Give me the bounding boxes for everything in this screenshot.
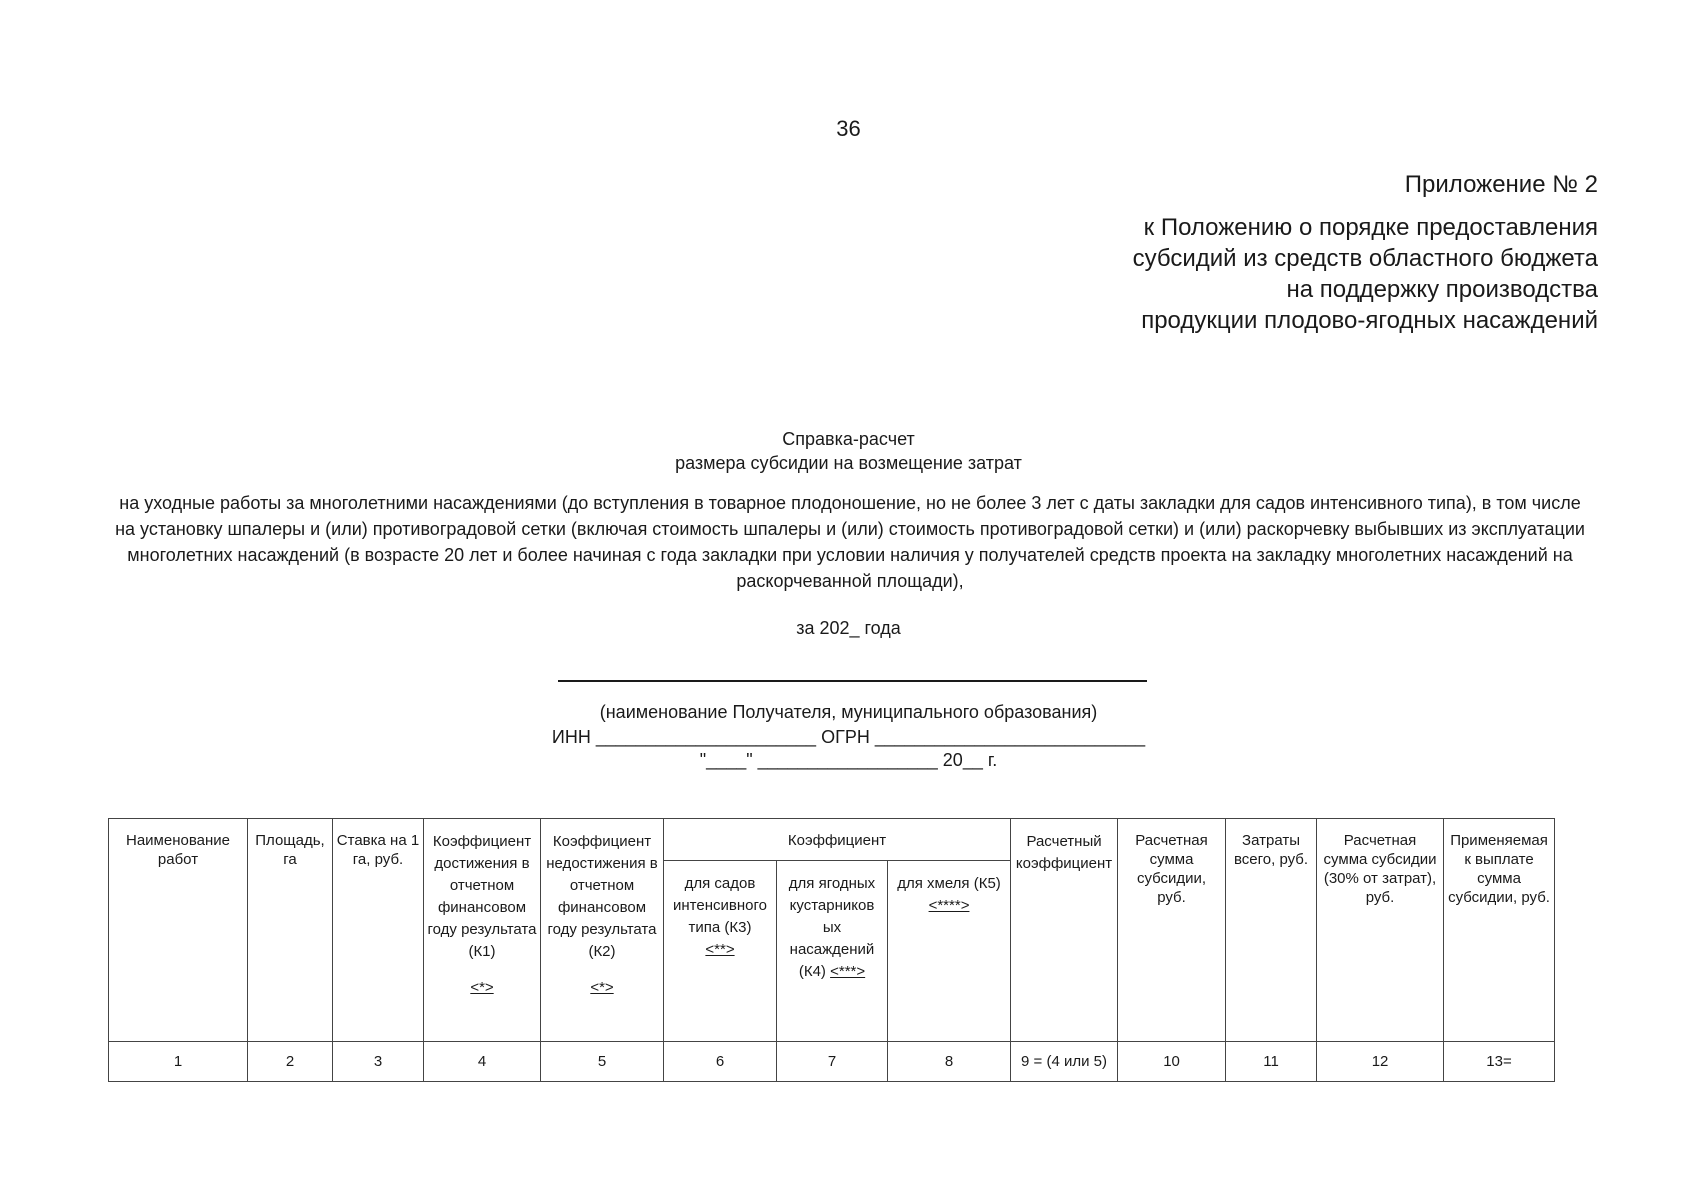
column-number: 10 xyxy=(1118,1042,1226,1082)
recipient-name-blank xyxy=(558,680,1147,682)
header-k4: для ягодных кустарников ых насаждений (К4) <***> xyxy=(777,861,888,1042)
document-title-line: размера субсидии на возмещение затрат xyxy=(675,453,1022,473)
column-number: 8 xyxy=(888,1042,1011,1082)
header-rate: Ставка на 1 га, руб. xyxy=(333,819,424,1042)
inn-ogrn-line: ИНН ______________________ ОГРН ___________________________ xyxy=(551,727,1146,747)
year-line: за 202_ года xyxy=(796,618,901,638)
footnote-link[interactable]: <****> xyxy=(928,897,970,914)
column-number: 4 xyxy=(424,1042,541,1082)
footnote-link[interactable]: <*> xyxy=(590,979,614,996)
annex-line: к Положению о порядке предоставления xyxy=(1143,214,1598,241)
header-calc-subsidy: Расчетная сумма субсидии, руб. xyxy=(1118,819,1226,1042)
date-line: "____" __________________ 20__ г. xyxy=(699,750,998,770)
column-number: 3 xyxy=(333,1042,424,1082)
column-number: 11 xyxy=(1226,1042,1317,1082)
annex-title: Приложение № 2 xyxy=(1404,171,1598,198)
column-number: 7 xyxy=(777,1042,888,1082)
header-area: Площадь, га xyxy=(248,819,333,1042)
header-work-name: Наименование работ xyxy=(109,819,248,1042)
table-column-numbers-row xyxy=(109,1042,1555,1082)
document-title-line: Справка-расчет xyxy=(782,429,915,449)
footnote-link[interactable]: <*> xyxy=(470,979,494,996)
header-k3: для садов интенсивного типа (К3) <**> xyxy=(664,861,777,1042)
column-number: 13= xyxy=(1444,1042,1555,1082)
column-number: 9 = (4 или 5) xyxy=(1011,1042,1118,1082)
header-total-costs: Затраты всего, руб. xyxy=(1226,819,1317,1042)
document-purpose: на уходные работы за многолетними насаждениями (до вступления в товарное плодоношение, но не более 3 лет с даты закладки для садов интенсивного типа), в том числе на установку шпалеры и (или) противоградовой сетки (включая стоимость шпалеры и (или) стоимость противоградовой сетки) и (или) раскорчевку выбывших из эксплуатации многолетних насаждений (в возрасте 20 лет и более начиная с года закладки при условии наличия у получателей средств проекта на закладку многолетних насаждений на раскорчеванной площади), xyxy=(115,493,1585,591)
column-number: 1 xyxy=(109,1042,248,1082)
document-title xyxy=(0,427,1697,475)
column-number: 12 xyxy=(1317,1042,1444,1082)
table-header-row xyxy=(109,819,1555,861)
header-k5: для хмеля (К5) <****> xyxy=(888,861,1011,1042)
footnote-link[interactable]: <**> xyxy=(705,941,735,958)
header-k2: Коэффициент недостижения в отчетном финансовом году результата (К2) <*> xyxy=(541,819,664,1042)
annex-line: на поддержку производства xyxy=(1286,276,1598,303)
header-subsidy-30: Расчетная сумма субсидии (30% от затрат), руб. xyxy=(1317,819,1444,1042)
header-k1: Коэффициент достижения в отчетном финансовом году результата (К1) <*> xyxy=(424,819,541,1042)
recipient-caption: (наименование Получателя, муниципального образования) xyxy=(599,702,1098,722)
header-coefficient-group: Коэффициент xyxy=(664,819,1011,861)
column-number: 5 xyxy=(541,1042,664,1082)
calculation-table xyxy=(108,818,1555,1082)
column-number: 6 xyxy=(664,1042,777,1082)
header-payable-subsidy: Применяемая к выплате сумма субсидии, руб. xyxy=(1444,819,1555,1042)
page-number: 36 xyxy=(836,116,861,141)
annex-line: субсидий из средств областного бюджета xyxy=(1132,245,1598,272)
footnote-link[interactable]: <***> xyxy=(830,963,866,980)
column-number: 2 xyxy=(248,1042,333,1082)
header-calc-coefficient: Расчетный коэффициент xyxy=(1011,819,1118,1042)
annex-line: продукции плодово-ягодных насаждений xyxy=(1141,307,1598,334)
annex-subtitle xyxy=(1133,212,1598,336)
